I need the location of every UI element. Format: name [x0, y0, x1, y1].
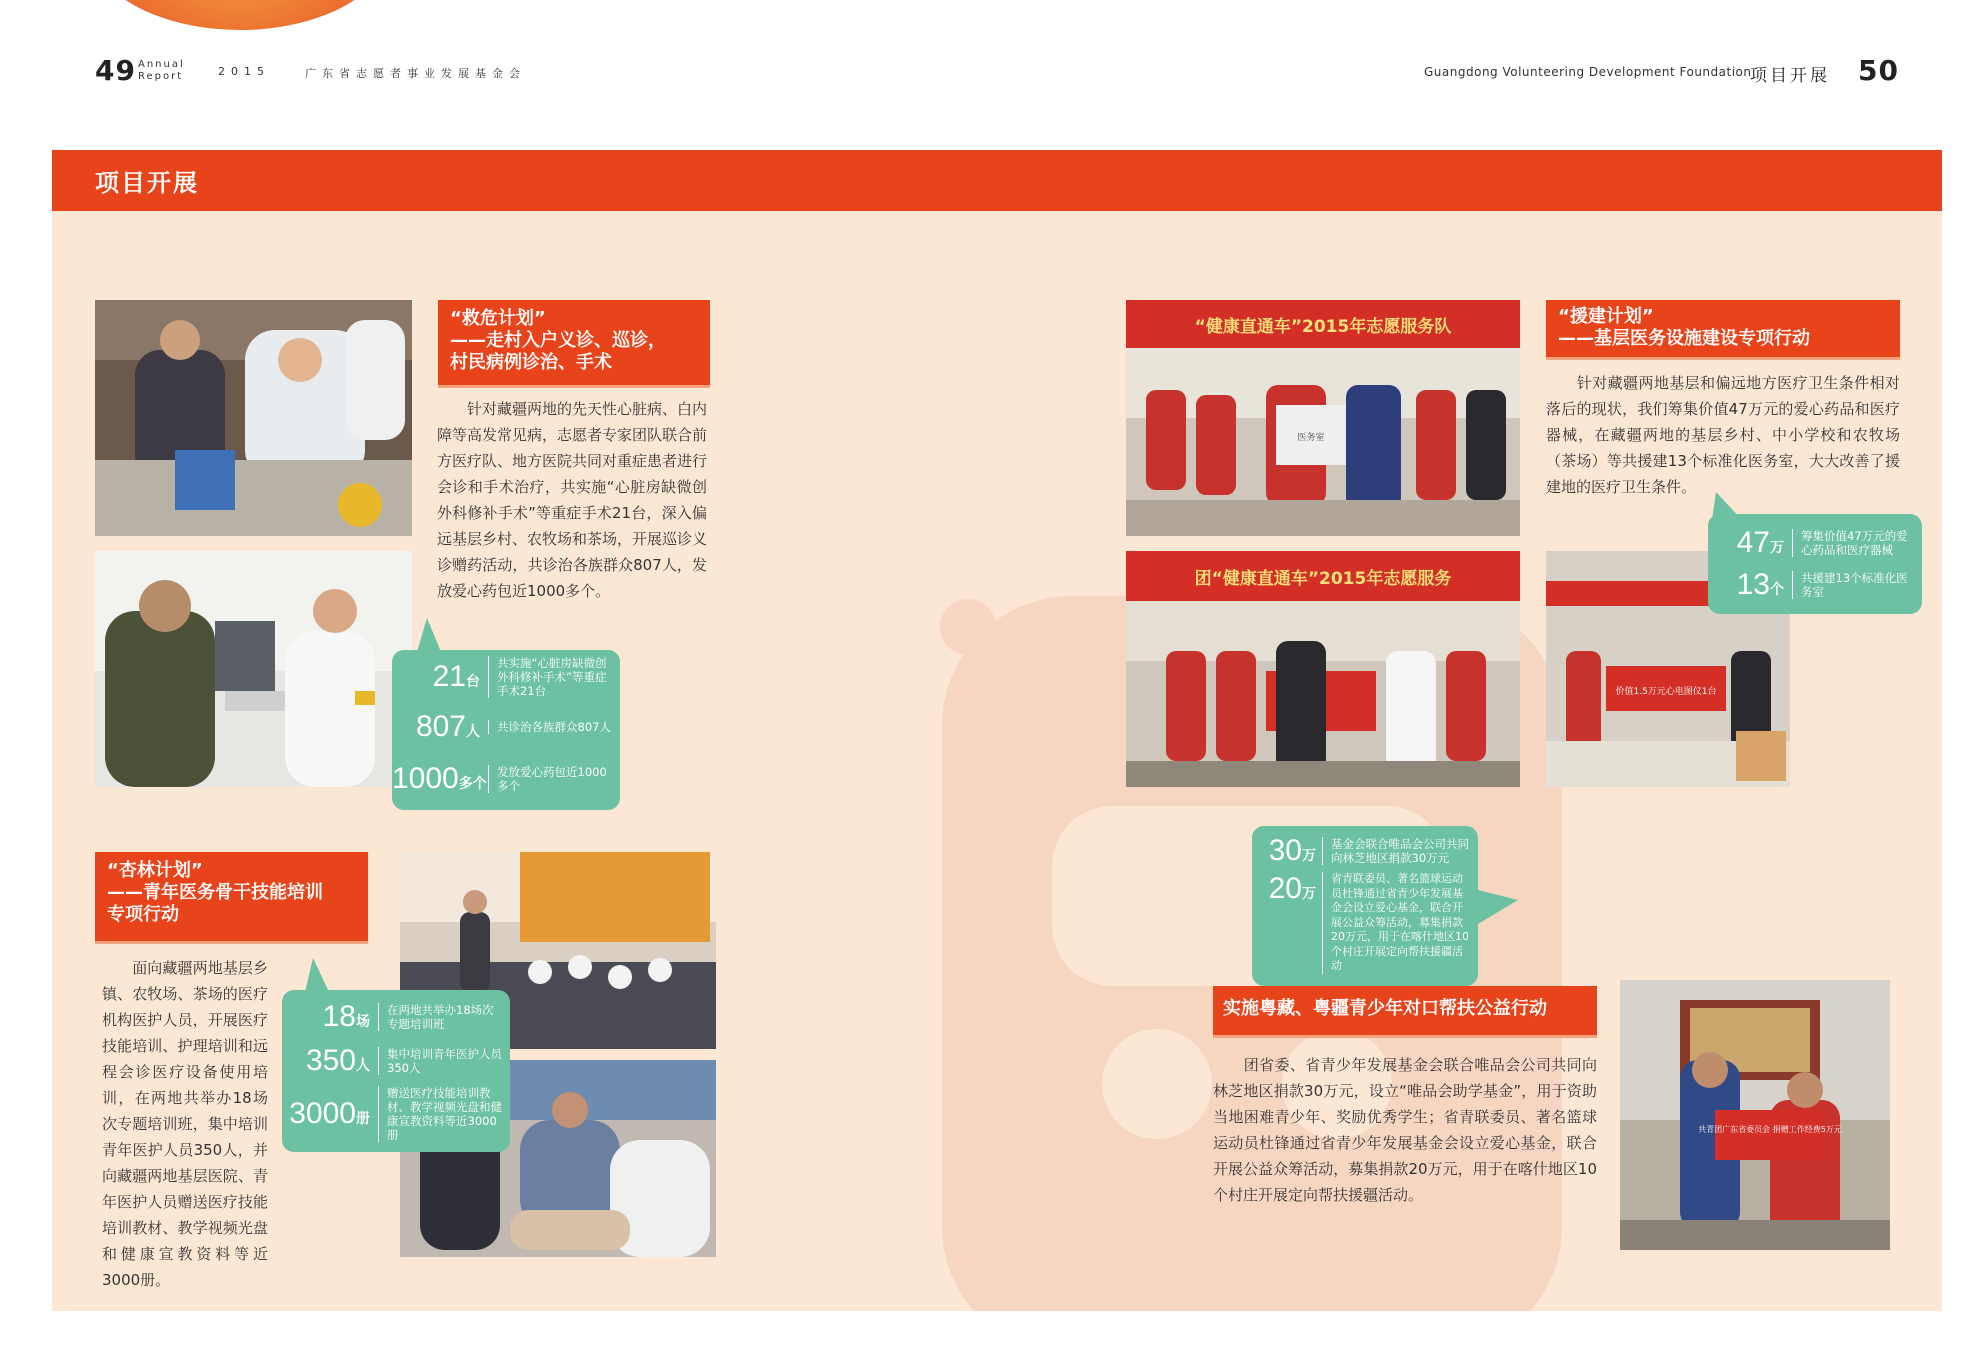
duikou-title-box	[1213, 986, 1597, 1038]
jiuwei-title-box	[438, 300, 710, 388]
stat-number: 3000	[289, 1097, 356, 1130]
stat-number: 350	[305, 1044, 356, 1077]
stat-unit: 万	[1770, 539, 1784, 555]
xinglin-title-line1: “杏林计划”	[107, 860, 203, 881]
stat-description: 集中培训青年医护人员350人	[378, 1047, 502, 1075]
section-banner	[52, 150, 1942, 211]
stat-unit: 人	[356, 1057, 370, 1073]
photo-volunteer-team-donation	[1126, 551, 1520, 787]
yuanjian-stats-tail	[1712, 492, 1742, 520]
report-label: Report	[138, 71, 184, 82]
top-decorative-arc	[90, 0, 390, 30]
stat-description: 共诊治各族群众807人	[488, 720, 612, 734]
stat-unit: 万	[1302, 885, 1316, 901]
yuanjian-body: 针对藏疆两地基层和偏远地方医疗卫生条件相对落后的现状，我们筹集价值47万元的爱心药品和医疗器械，在藏疆两地的基层乡村、中小学校和农牧场（茶场）等共援建13个标准化医务室，大大改善了援建地的医疗卫生条件。	[1546, 374, 1900, 496]
jiuwei-stats-tail	[417, 618, 441, 652]
yuanjian-title-line2: ——基层医务设施建设专项行动	[1558, 328, 1810, 349]
photo-plaque-text: 医务室	[1297, 433, 1325, 443]
jiuwei-body: 针对藏疆两地的先天性心脏病、白内障等高发常见病，志愿者专家团队联合前方医疗队、地方医院共同对重症患者进行会诊和手术治疗，共实施“心脏房缺微创外科修补手术”等重症手术21台，深入偏远基层乡村、农牧场和茶场，开展巡诊义诊赠药活动，共诊治各族群众807人，发放爱心药包近1000多个。	[437, 400, 708, 600]
stat-description: 在两地共举办18场次专题培训班	[378, 1003, 502, 1031]
stat-unit: 场	[356, 1013, 370, 1029]
photo-volunteer-team-plaque	[1126, 300, 1520, 536]
photo-banner-text-2: 团“健康直通车”2015年志愿服务	[1194, 569, 1452, 589]
right-page-number: 50	[1858, 54, 1899, 87]
stat-number: 47	[1736, 526, 1770, 559]
xinglin-title-line2: ——青年医务骨干技能培训	[107, 882, 323, 903]
annual-label: Annual	[138, 59, 185, 70]
section-name-cn: 项目开展	[1750, 66, 1830, 86]
stat-number: 807	[415, 710, 466, 743]
org-name-cn: 广东省志愿者事业发展基金会	[305, 67, 526, 80]
year-label: 2015	[218, 65, 270, 78]
photo-board-text-2: 共青团广东省委员会 捐赠工作经费5万元	[1698, 1125, 1842, 1134]
duikou-body: 团省委、省青少年发展基金会联合唯品会公司共同向林芝地区捐款30万元，设立“唯品会助学基金”，用于资助当地困难青少年、奖励优秀学生；省青联委员、著名篮球运动员杜锋通过省青少年发展基金会设立爱心基金，联合开展公益众筹活动，募集捐款20万元，用于在喀什地区10个村庄开展定向帮扶援疆活动。	[1213, 1056, 1597, 1204]
stat-number: 21	[432, 660, 466, 693]
photo-clinic-consultation	[95, 300, 412, 536]
stat-number: 1000	[392, 762, 459, 795]
yuanjian-stat-2	[1708, 568, 1922, 602]
jiuwei-stat-1	[392, 656, 620, 698]
jiuwei-title-line2: ——走村入户义诊、巡诊，	[450, 330, 666, 351]
yuanjian-title-line1: “援建计划”	[1558, 306, 1654, 327]
stat-description: 省青联委员、著名篮球运动员杜锋通过省青少年发展基金会设立爱心基金，联合开展公益众筹活动，募集捐款20万元，用于在喀什地区10个村庄开展定向帮扶援疆活动	[1322, 872, 1470, 974]
stat-description: 发放爱心药包近1000多个	[488, 765, 612, 793]
stat-unit: 万	[1302, 847, 1316, 863]
stat-number: 18	[322, 1000, 356, 1033]
background-eye-right	[1020, 599, 1076, 655]
xinglin-stats-tail	[305, 958, 329, 992]
photo-banner-text-1: “健康直通车”2015年志愿服务队	[1194, 317, 1452, 337]
jiuwei-stat-2	[392, 710, 620, 744]
duikou-title: 实施粤藏、粤疆青少年对口帮扶公益行动	[1223, 998, 1547, 1019]
stat-description: 共实施“心脏房缺微创外科修补手术”等重症手术21台	[488, 656, 612, 698]
stat-description: 筹集价值47万元的爱心药品和医疗器械	[1792, 529, 1914, 557]
xinglin-stat-2	[282, 1044, 510, 1078]
stat-description: 赠送医疗技能培训教材、教学视频光盘和健康宣教资料等近3000册	[378, 1086, 502, 1142]
xinglin-stat-1	[282, 1000, 510, 1034]
stat-unit: 人	[466, 723, 480, 739]
photo-board-text-1: 价值1.5万元心电图仪1台	[1615, 687, 1717, 697]
duikou-stat-1	[1252, 834, 1478, 868]
background-eye-left	[940, 599, 996, 655]
xinglin-body: 面向藏疆两地基层乡镇、农牧场、茶场的医疗机构医护人员，开展医疗技能培训、护理培训和远程会诊医疗设备使用培训，在两地共举办18场次专题培训班，集中培训青年医护人员350人，并向藏疆两地基层医院、青年医护人员赠送医疗技能培训教材、教学视频光盘和健康宣教资料等近3000册。	[102, 959, 268, 1289]
left-page-number: 49	[95, 54, 136, 87]
stat-unit: 个	[1770, 581, 1784, 597]
stat-unit: 多个	[458, 775, 487, 791]
stat-number: 13	[1736, 568, 1770, 601]
photo-donation-handover	[1620, 980, 1890, 1250]
xinglin-title-line3: 专项行动	[107, 904, 179, 925]
duikou-stat-2	[1252, 872, 1478, 974]
banner-title: 项目开展	[95, 169, 199, 197]
org-name-en: Guangdong Volunteering Development Foundation	[1424, 65, 1752, 79]
duikou-stats-tail	[1478, 890, 1518, 924]
xinglin-stat-3	[282, 1086, 510, 1142]
background-circle-cutout-left	[1102, 1029, 1212, 1139]
yuanjian-title-box	[1546, 300, 1900, 360]
stat-number: 20	[1268, 872, 1302, 905]
xinglin-title-box	[95, 852, 368, 944]
stat-description: 共援建13个标准化医务室	[1792, 571, 1914, 599]
stat-unit: 册	[356, 1110, 370, 1126]
stat-unit: 台	[466, 673, 480, 689]
photo-eye-exam	[95, 551, 412, 787]
jiuwei-title-line3: 村民病例诊治、手术	[450, 352, 612, 373]
stat-number: 30	[1268, 834, 1302, 867]
jiuwei-stat-3	[392, 762, 620, 796]
jiuwei-title-line1: “救危计划”	[450, 308, 546, 329]
stat-description: 基金会联合唯品会公司共同向林芝地区捐款30万元	[1322, 837, 1470, 865]
yuanjian-stat-1	[1708, 526, 1922, 560]
